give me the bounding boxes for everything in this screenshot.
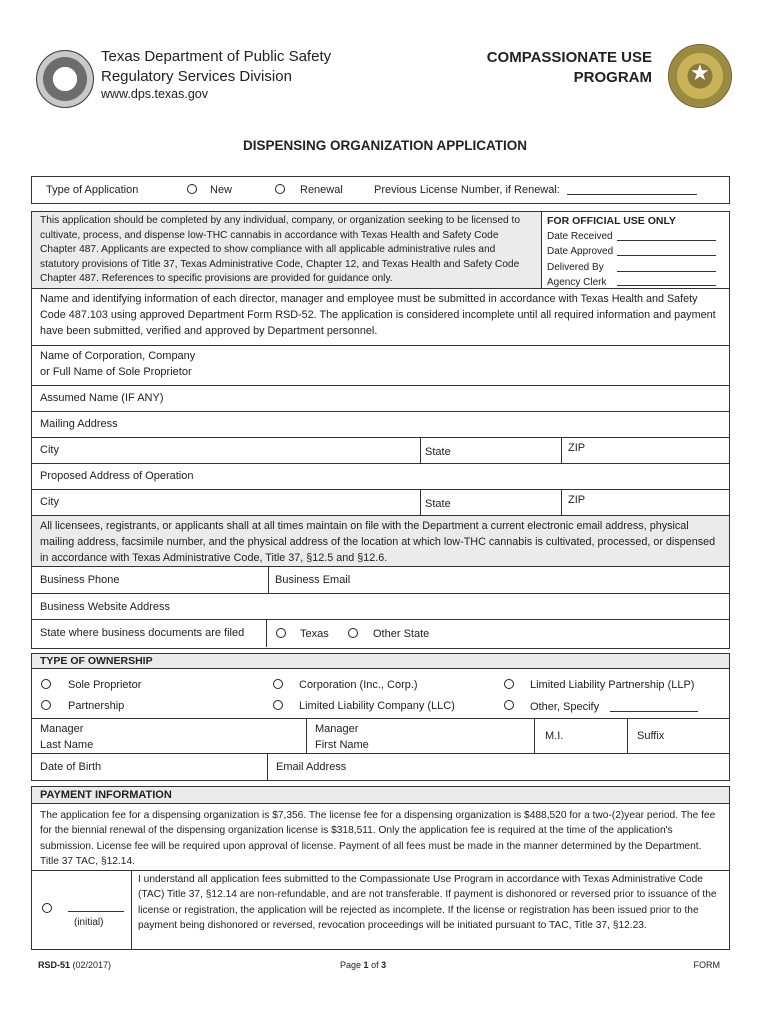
corp-radio[interactable] — [273, 679, 283, 689]
llp-radio[interactable] — [504, 679, 514, 689]
business-email-label: Business Email — [275, 574, 351, 586]
payment-section — [31, 786, 730, 950]
official-use-title: FOR OFFICIAL USE ONLY — [547, 215, 676, 227]
program-line-2: PROGRAM — [573, 69, 652, 86]
new-radio[interactable] — [187, 184, 197, 194]
form-title: DISPENSING ORGANIZATION APPLICATION — [242, 138, 527, 153]
renewal-radio[interactable] — [275, 184, 285, 194]
texas-option[interactable] — [276, 626, 286, 641]
program-line-1: COMPASSIONATE USE — [486, 49, 652, 66]
application-type-row — [31, 176, 730, 204]
payment-title: PAYMENT INFORMATION — [32, 787, 729, 804]
applicant-info-section — [31, 289, 730, 649]
new-option[interactable] — [187, 182, 197, 197]
other-label: Other, Specify — [530, 701, 600, 713]
mailing-zip-field[interactable] — [562, 438, 729, 464]
corp-name-field[interactable] — [32, 346, 729, 386]
website-link[interactable]: www.dps.texas.gov — [101, 87, 208, 101]
proposed-city-label: City — [40, 496, 59, 508]
ownership-section — [31, 653, 730, 781]
other-specify-field[interactable] — [610, 701, 698, 712]
prev-license-field[interactable] — [567, 185, 697, 195]
assumed-name-field[interactable] — [32, 386, 729, 412]
llc-radio[interactable] — [273, 700, 283, 710]
new-label: New — [210, 184, 233, 196]
ack-checkbox-cell — [32, 871, 132, 949]
business-website-label: Business Website Address — [40, 601, 171, 613]
dob-label: Date of Birth — [40, 761, 102, 773]
proposed-city-field[interactable] — [32, 490, 421, 516]
delivered-by-field[interactable] — [617, 261, 716, 272]
ownership-title: TYPE OF OWNERSHIP — [32, 654, 729, 669]
state-docs-label: State where business documents are filed — [40, 627, 245, 639]
footer-form-id — [38, 960, 111, 970]
manager-first-label-1: Manager — [315, 723, 359, 735]
business-phone-field[interactable] — [32, 567, 269, 594]
manager-last-label-2: Last Name — [40, 739, 94, 751]
suffix-label: Suffix — [637, 730, 665, 742]
partnership-option[interactable] — [41, 698, 51, 713]
ack-text: I understand all application fees submitted to the Compassionate Use Program in accordance with Texas Administrative Code (TAC) Title 37, §12.14 are non-refundable, and are not transferable. If payment is dishonored or reversed prior to issuance of the license or registration, the application will be rejected as incomplete. If the license or registration has been issued prior to the payment being dishonored or reversed, revocation proceedings will be initiated pursuant to TAC, Title 37, §12.23. — [138, 874, 717, 931]
corp-label: Corporation (Inc., Corp.) — [299, 679, 418, 691]
sole-option[interactable] — [41, 677, 51, 692]
payment-text: The application fee for a dispensing organization is $7,356. The license fee for a dispensing organization is $488,520 for a two-(2)year period. The fee for the biennial renewal of the dispensing organization license is $318,511. Only the application fee is required at the time of the application's submission. License fee will be required upon approval of license. Payment of all fees must be made in the manner determined by the Department. Title 37 TAC, §12.14. — [32, 805, 729, 871]
manager-last-name-field[interactable] — [32, 718, 307, 754]
ack-option[interactable] — [42, 901, 52, 916]
sole-label: Sole Proprietor — [68, 679, 142, 691]
renewal-label: Renewal — [300, 184, 343, 196]
corp-option[interactable] — [273, 677, 283, 692]
mailing-city-label: City — [40, 444, 59, 456]
dps-seal-left — [36, 50, 94, 108]
agency-clerk-field[interactable] — [617, 276, 716, 286]
proposed-zip-field[interactable] — [562, 490, 729, 516]
manager-email-label: Email Address — [276, 761, 347, 773]
agency-name: Texas Department of Public Safety — [101, 48, 332, 65]
dob-field[interactable] — [32, 754, 268, 780]
names-note: Name and identifying information of each director, manager and employee must be submitted in accordance with Texas Health and Safety Code 487.103 using approved Department Form RSD-52. The application is considered incomplete until all required information and payment have been submitted, verified and approved by Department personnel. — [32, 290, 729, 346]
proposed-state-field[interactable] — [421, 490, 562, 516]
date-approved-label: Date Approved — [547, 246, 614, 257]
proposed-state-label: State — [425, 498, 451, 510]
form-date: (02/2017) — [72, 960, 112, 970]
other-state-label: Other State — [373, 628, 430, 640]
manager-first-name-field[interactable] — [307, 718, 535, 754]
division-name: Regulatory Services Division — [101, 68, 292, 85]
agency-clerk-label: Agency Clerk — [547, 277, 607, 288]
partnership-label: Partnership — [68, 700, 125, 712]
other-state-radio[interactable] — [348, 628, 358, 638]
date-received-field[interactable] — [617, 230, 716, 241]
state-docs-label-cell — [32, 620, 267, 647]
prev-license-label: Previous License Number, if Renewal: — [374, 184, 560, 196]
intro-text: This application should be completed by any individual, company, or organization seeking to be licensed to cultivate, process, and dispense low-THC cannabis in accordance with Texas Health and Safety Code Chapter 487. Applicants are expected to show compliance with all applicable administrative rules and statutory provisions of Title 37, Texas Administrative Code, Chapter 12, and Texas Health and Safety Code Chapter 487. References to specific provisions are provided for guidance only. — [32, 212, 542, 288]
intro-section — [31, 211, 730, 289]
page-total: 3 — [381, 960, 387, 970]
mailing-address-field[interactable] — [32, 412, 729, 438]
other-state-option[interactable] — [348, 626, 358, 641]
manager-email-field[interactable] — [268, 754, 729, 780]
other-option[interactable] — [504, 698, 514, 713]
partnership-radio[interactable] — [41, 700, 51, 710]
date-approved-field[interactable] — [617, 245, 716, 256]
assumed-name-label: Assumed Name (IF ANY) — [40, 392, 164, 404]
texas-label: Texas — [300, 628, 329, 640]
proposed-zip-label: ZIP — [568, 494, 586, 506]
ack-radio[interactable] — [42, 903, 52, 913]
business-email-field[interactable] — [269, 567, 729, 594]
form-id: RSD-51 — [38, 960, 71, 970]
proposed-address-field[interactable] — [32, 464, 729, 490]
mailing-zip-label: ZIP — [568, 442, 586, 454]
llp-option[interactable] — [504, 677, 514, 692]
mi-field[interactable] — [535, 718, 628, 754]
initial-field[interactable] — [68, 903, 124, 912]
mailing-state-label: State — [425, 446, 451, 458]
manager-last-label-1: Manager — [40, 723, 84, 735]
mi-label: M.I. — [545, 730, 564, 742]
business-phone-label: Business Phone — [40, 574, 120, 586]
renewal-option[interactable] — [275, 182, 285, 197]
corp-name-label-1: Name of Corporation, Company — [40, 350, 196, 362]
llc-option[interactable] — [273, 698, 283, 713]
cup-seal-right: ★ — [668, 44, 732, 108]
corp-name-label-2: or Full Name of Sole Proprietor — [40, 366, 192, 378]
manager-first-label-2: First Name — [315, 739, 369, 751]
delivered-by-label: Delivered By — [547, 262, 604, 273]
date-received-label: Date Received — [547, 231, 613, 242]
licensee-note: All licensees, registrants, or applicants shall at all times maintain on file with the Department a current electronic email address, physical mailing address, facsimile number, and the physical address of the location at which low-THC cannabis is cultivated, processed, or dispensed in accordance with Texas Administrative Code, Title 37, §12.5 and §12.6. — [32, 516, 729, 567]
proposed-address-label: Proposed Address of Operation — [40, 470, 194, 482]
suffix-field[interactable] — [628, 718, 729, 754]
footer-page — [340, 960, 386, 970]
sole-radio[interactable] — [41, 679, 51, 689]
page-num: 1 — [363, 960, 369, 970]
llc-label: Limited Liability Company (LLC) — [299, 700, 455, 712]
llp-label: Limited Liability Partnership (LLP) — [530, 679, 695, 691]
footer-form-label: FORM — [693, 960, 720, 970]
business-website-field[interactable] — [32, 594, 729, 620]
page-prefix: Page — [340, 960, 362, 970]
other-radio[interactable] — [504, 700, 514, 710]
mailing-state-field[interactable] — [421, 438, 562, 464]
mailing-address-label: Mailing Address — [40, 418, 118, 430]
page-of: of — [371, 960, 379, 970]
initial-label: (initial) — [74, 917, 104, 928]
app-type-label: Type of Application — [46, 184, 139, 196]
texas-radio[interactable] — [276, 628, 286, 638]
mailing-city-field[interactable] — [32, 438, 421, 464]
